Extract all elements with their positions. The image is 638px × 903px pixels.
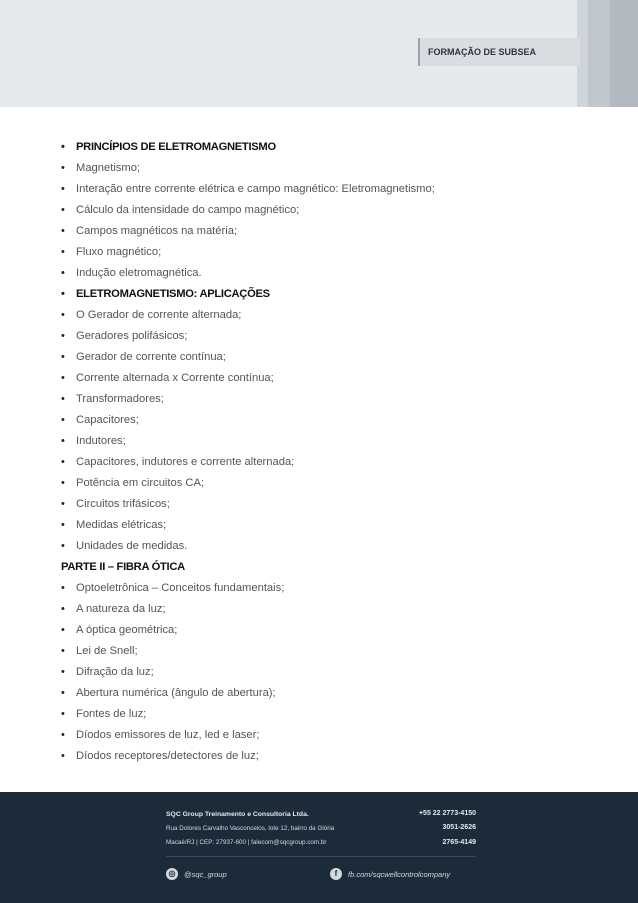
list-item: • Díodos receptores/detectores de luz;	[61, 746, 601, 767]
list-item: • Díodos emissores de luz, led e laser;	[61, 725, 601, 746]
list-item: • Capacitores;	[61, 410, 601, 431]
list-item: • A natureza da luz;	[61, 599, 601, 620]
course-content-list	[61, 137, 601, 767]
list-item: • Unidades de medidas.	[61, 536, 601, 557]
list-item: • Abertura numérica (ângulo de abertura);	[61, 683, 601, 704]
page-footer	[0, 792, 638, 903]
list-item: • Optoeletrônica – Conceitos fundamentais;	[61, 578, 601, 599]
phone-number: 2765-4149	[442, 839, 476, 846]
list-item: • Indutores;	[61, 431, 601, 452]
list-item: • Medidas elétricas;	[61, 515, 601, 536]
list-item: • Geradores polifásicos;	[61, 326, 601, 347]
address-line: Macaé/RJ | CEP: 27937-600 | falecom@sqcgroup.com.br	[166, 839, 327, 846]
footer-divider	[166, 856, 476, 857]
list-item: • O Gerador de corrente alternada;	[61, 305, 601, 326]
page-header	[0, 0, 638, 107]
facebook-icon: f	[330, 868, 342, 880]
list-item: • Interação entre corrente elétrica e campo magnético: Eletromagnetismo;	[61, 179, 601, 200]
address-line: Rua Dolores Carvalho Vasconcelos, lote 12, bairro da Glória	[166, 825, 335, 832]
list-item: • Capacitores, indutores e corrente alternada;	[61, 452, 601, 473]
instagram-icon: ◎	[166, 868, 178, 880]
list-item: • Indução eletromagnética.	[61, 263, 601, 284]
list-item: • Campos magnéticos na matéria;	[61, 221, 601, 242]
facebook-url: fb.com/sqcwellcontrolcompany	[348, 869, 451, 879]
header-decor-strip	[610, 0, 638, 107]
list-item: • Potência em circuitos CA;	[61, 473, 601, 494]
section-heading: • PRINCÍPIOS DE ELETROMAGNETISMO	[61, 137, 601, 158]
list-item: • Lei de Snell;	[61, 641, 601, 662]
facebook-link[interactable]	[330, 867, 450, 881]
list-item: • Fluxo magnético;	[61, 242, 601, 263]
phone-number: 3051-2626	[442, 824, 476, 831]
section-heading: • ELETROMAGNETISMO: APLICAÇÕES	[61, 284, 601, 305]
company-name: SQC Group Treinamento e Consultoria Ltda.	[166, 811, 309, 818]
list-item: • Transformadores;	[61, 389, 601, 410]
list-item: • A óptica geométrica;	[61, 620, 601, 641]
list-item: • Corrente alternada x Corrente contínua;	[61, 368, 601, 389]
part-heading: PARTE II – FIBRA ÓTICA	[61, 561, 185, 573]
list-item: • Circuitos trifásicos;	[61, 494, 601, 515]
instagram-handle: @sqc_group	[184, 869, 227, 879]
list-item: • Magnetismo;	[61, 158, 601, 179]
phone-number: +55 22 2773-4150	[418, 810, 476, 817]
list-item: • Fontes de luz;	[61, 704, 601, 725]
list-item: • Difração da luz;	[61, 662, 601, 683]
section-tag: FORMAÇÃO DE SUBSEA	[420, 38, 580, 66]
list-item: • Cálculo da intensidade do campo magnético;	[61, 200, 601, 221]
list-item: • Gerador de corrente contínua;	[61, 347, 601, 368]
instagram-link[interactable]	[166, 867, 227, 881]
